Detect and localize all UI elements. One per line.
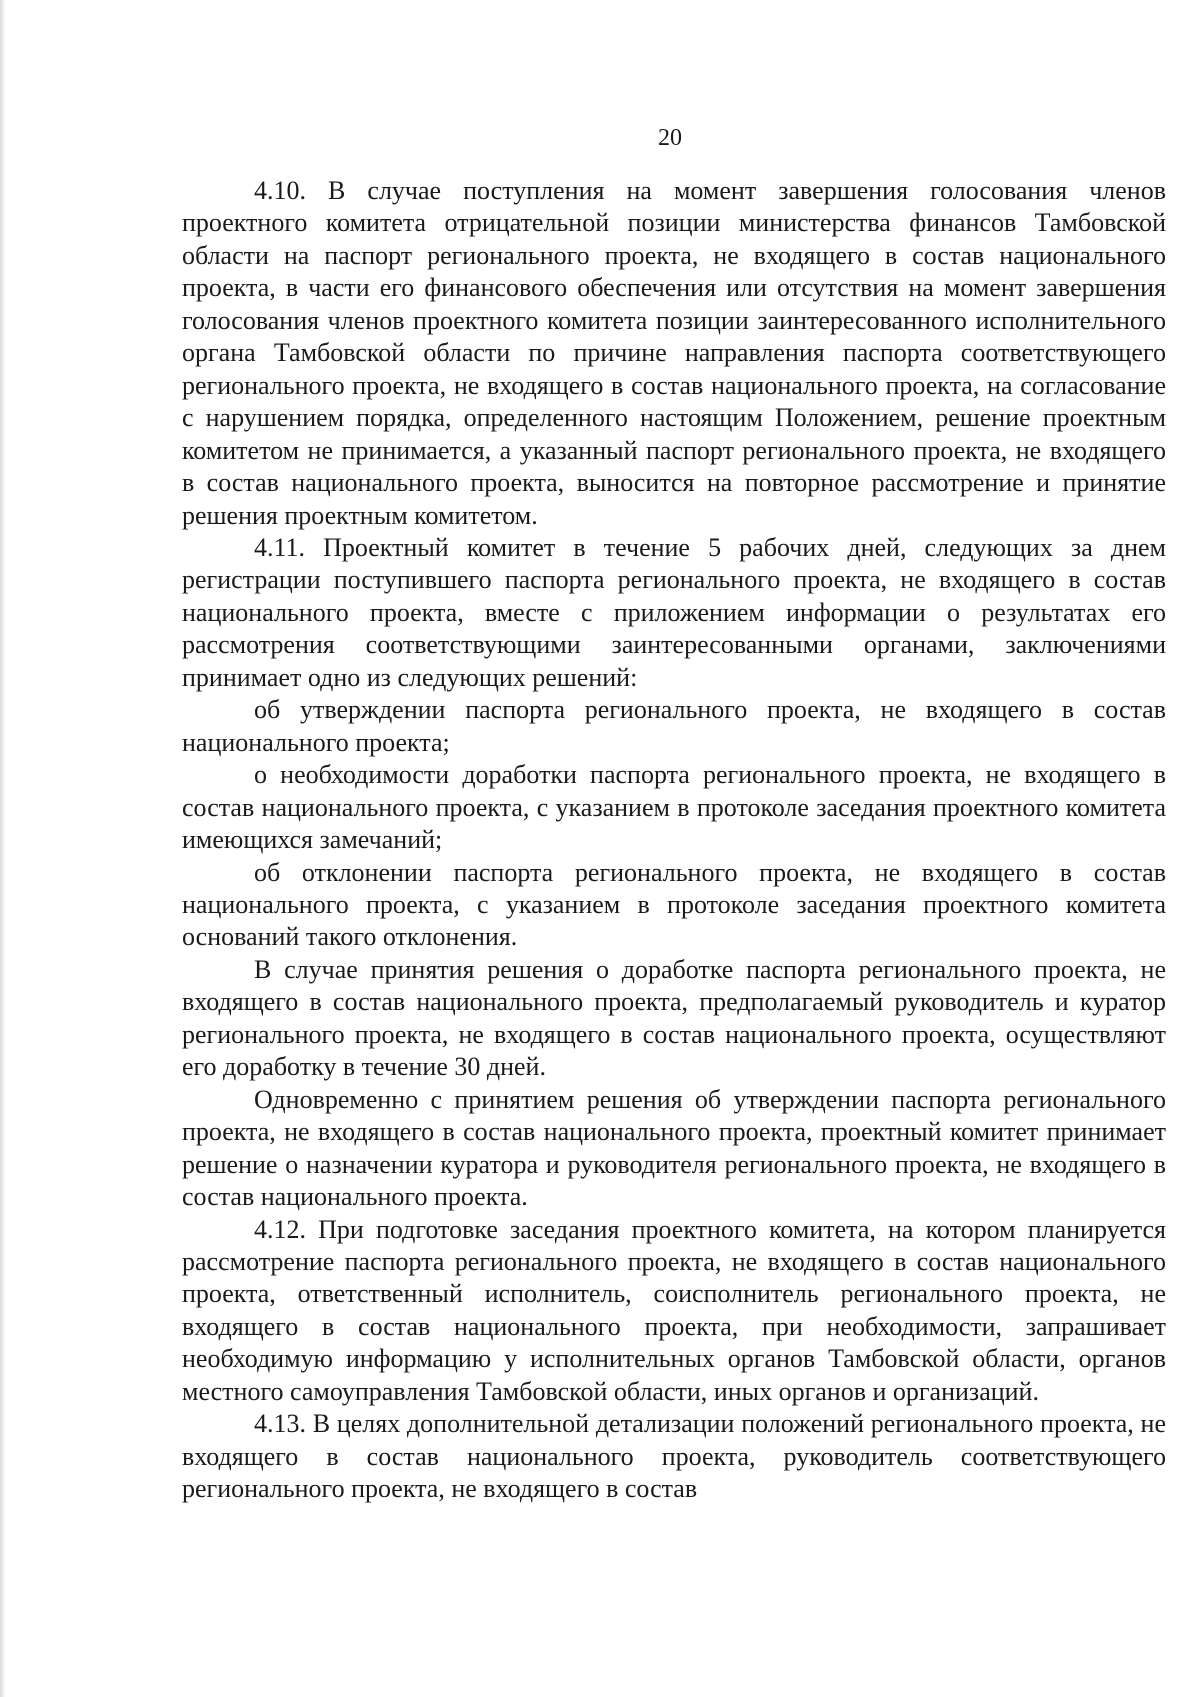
document-body — [182, 175, 1166, 1506]
paragraph-curator-appointment: Одновременно с принятием решения об утверждении паспорта регионального проекта, не входящего в состав национального проекта, проектный комитет принимает решение о назначении куратора и руководителя регионального проекта, не входящего в состав национального проекта. — [182, 1084, 1166, 1212]
paragraph-4-13: 4.13. В целях дополнительной детализации положений регионального проекта, не входящего в состав национального проекта, руководитель соответствующего регионального проекта, не входящего в состав — [182, 1409, 1166, 1504]
paragraph-4-10: 4.10. В случае поступления на момент завершения голосования членов проектного комитета отрицательной позиции министерства финансов Тамбовской области на паспорт регионального проекта, не входящего в состав национального проекта, в части его финансового обеспечения или отсутствия на момент завершения голосования членов проектного комитета позиции заинтересованного исполнительного органа Тамбовской области по причине направления паспорта соответствующего регионального проекта, не входящего в состав национального проекта, на согласование с нарушением порядка, определенного настоящим Положением, решение проектным комитетом не принимается, а указанный паспорт регионального проекта, не входящего в состав национального проекта, выносится на повторное рассмотрение и принятие решения проектным комитетом. — [182, 176, 1166, 530]
decision-option-revise: о необходимости доработки паспорта регионального проекта, не входящего в состав национального проекта, с указанием в протоколе заседания проектного комитета имеющихся замечаний; — [182, 760, 1166, 855]
paragraph-revision-term: В случае принятия решения о доработке паспорта регионального проекта, не входящего в состав национального проекта, предполагаемый руководитель и куратор регионального проекта, не входящего в состав национального проекта, осуществляют его доработку в течение 30 дней. — [182, 954, 1166, 1082]
paragraph-4-12: 4.12. При подготовке заседания проектного комитета, на котором планируется рассмотрение паспорта регионального проекта, не входящего в состав национального проекта, ответственный исполнитель, соисполнитель регионального проекта, не входящего в состав национального проекта, при необходимости, запрашивает необходимую информацию у исполнительных органов Тамбовской области, органов местного самоуправления Тамбовской области, иных органов и организаций. — [182, 1214, 1166, 1406]
decision-option-reject: об отклонении паспорта регионального проекта, не входящего в состав национального проекта, с указанием в протоколе заседания проектного комитета оснований такого отклонения. — [182, 857, 1166, 952]
decision-option-approve: об утверждении паспорта регионального проекта, не входящего в состав национального проекта; — [182, 695, 1166, 757]
scan-edge-shadow — [0, 0, 6, 1697]
page-number: 20 — [658, 125, 682, 151]
paragraph-4-11: 4.11. Проектный комитет в течение 5 рабочих дней, следующих за днем регистрации поступившего паспорта регионального проекта, не входящего в состав национального проекта, вместе с приложением информации о результатах его рассмотрения соответствующими заинтересованными органами, заключениями принимает одно из следующих решений: — [182, 532, 1166, 692]
